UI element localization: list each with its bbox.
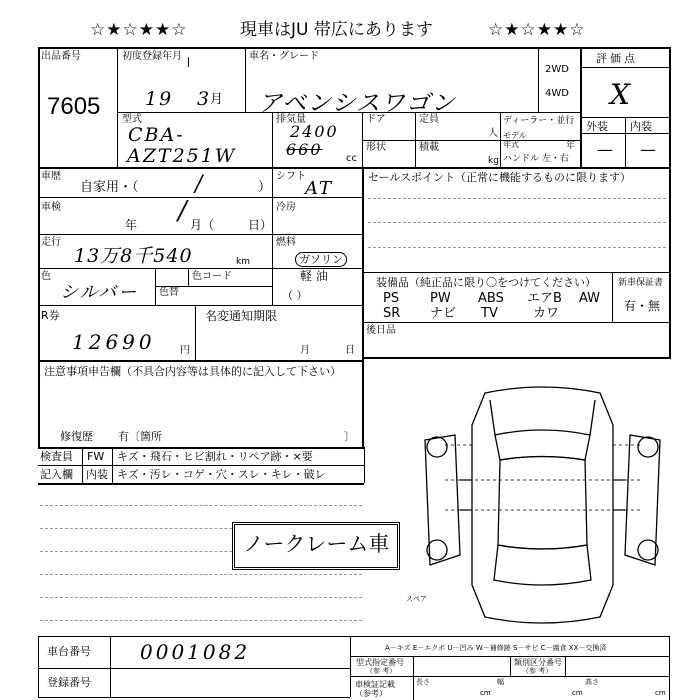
first-reg-year: 19 — [145, 88, 174, 110]
certificate-length: 長さ — [416, 678, 430, 686]
chassis-value: 0001082 — [140, 640, 251, 664]
drive-4wd: 4WD — [545, 88, 569, 99]
shift-value: AT — [305, 178, 334, 199]
inspector-fw-items: キズ・飛石・ヒビ割れ・リペア跡・×要 — [117, 450, 313, 463]
drive-2wd: 2WD — [545, 64, 569, 75]
banner-stars-right: ☆★☆★★☆ — [488, 20, 586, 40]
inspector-int: 内装 — [86, 468, 108, 481]
car-name-value: アベンシスワゴン — [258, 89, 456, 117]
load-label: 積載 — [419, 142, 439, 153]
model-year-label: モデル年式 — [503, 131, 527, 149]
repair-value: 有〔箇所 — [118, 430, 162, 443]
handle-label: ハンドル 左・右 — [503, 154, 569, 164]
recycle-label: R券 — [41, 309, 60, 322]
capacity-label: 定員 — [419, 114, 439, 125]
car-diagram — [415, 385, 670, 625]
first-reg-label: 初度登録年月 — [122, 51, 182, 62]
repair-label: 修復歴 — [60, 430, 93, 443]
banner-stars-left: ☆★☆★★☆ — [90, 20, 188, 40]
inspection-label: 車検 — [41, 202, 61, 213]
rating-value: X — [610, 78, 632, 111]
rating-exterior-label: 外装 — [586, 120, 608, 133]
stamp-text: ノークレーム車 — [243, 532, 390, 556]
dealer-label: ディーラー・並行 — [503, 116, 575, 126]
first-reg-month-unit: 月 — [210, 92, 224, 107]
color-change-label: 色替 — [159, 287, 179, 298]
damage-legend: A－キズ E－エクボ U－凹み W－補修跡 S－サビ C－腐食 XX－交換済 — [385, 644, 607, 652]
certificate-width: 幅 — [497, 678, 504, 686]
name-change-month: 月 — [300, 345, 310, 356]
displacement-label: 排気量 — [276, 114, 306, 125]
certificate-height: 高さ — [585, 678, 599, 686]
equipment-abs: ABS — [478, 291, 504, 306]
history-value: 自家用・（ — [80, 180, 139, 195]
rating-interior-value: — — [640, 140, 656, 159]
notes-label: 注意事項申告欄（不具合内容等は具体的に記入して下さい） — [44, 365, 341, 378]
displacement-unit: cc — [346, 153, 357, 164]
mileage-unit: km — [236, 257, 250, 267]
equipment-label: 装備品（純正品に限り〇をつけてください） — [376, 276, 596, 289]
rating-exterior-value: — — [597, 140, 613, 159]
equipment-pw: PW — [430, 291, 451, 306]
capacity-unit: 人 — [488, 128, 498, 139]
model-year-unit: 年 — [566, 141, 576, 151]
inspection-year: 年 — [125, 218, 138, 232]
name-change-day: 日 — [345, 345, 355, 356]
color-code-label: 色コード — [192, 271, 232, 282]
load-unit: kg — [488, 156, 499, 166]
listing-number: 7605 — [47, 93, 101, 120]
mileage-label: 走行 — [41, 237, 61, 248]
equipment-airbag: エアB — [527, 291, 562, 306]
equipment-leather: カワ — [533, 306, 560, 321]
sales-points-label: セールスポイント（正常に機能するものに限ります） — [368, 171, 632, 184]
model-label: 型式 — [122, 114, 142, 125]
inspector-int-items: キズ・汚レ・コゲ・穴・スレ・キレ・破レ — [117, 468, 326, 481]
model-designation-sub: （参 考） — [366, 667, 397, 675]
repair-close: 〕 — [344, 430, 355, 443]
inspection-month: 月（ — [190, 218, 215, 232]
equipment-sr: SR — [383, 306, 401, 321]
shift-label: シフト — [276, 171, 306, 182]
history-label: 車歴 — [41, 171, 61, 182]
rear-seat-label: 後日品 — [366, 325, 396, 336]
doors-label: ドア — [366, 114, 386, 125]
cooling-label: 冷房 — [276, 202, 296, 213]
history-close: ） — [258, 180, 272, 195]
warranty-value: 有・無 — [624, 299, 661, 313]
name-change-label: 名変通知期限 — [205, 309, 278, 323]
warranty-label: 新車保証書 — [618, 278, 664, 288]
certificate-label: 車検証記載（参考） — [355, 680, 395, 698]
model-designation-label: 型式指定番号 — [356, 658, 404, 667]
recycle-unit: 円 — [180, 345, 190, 356]
rating-interior-label: 内装 — [630, 120, 652, 133]
equipment-ps: PS — [383, 291, 400, 306]
recycle-value: 12690 — [72, 330, 156, 354]
fuel-label: 燃料 — [276, 237, 296, 248]
certificate-length-unit: cm — [480, 689, 491, 697]
equipment-aw: AW — [579, 291, 601, 306]
equipment-navi: ナビ — [430, 306, 457, 321]
inspection-mark: / — [178, 196, 189, 226]
certificate-height-unit: cm — [655, 689, 666, 697]
chassis-label: 車台番号 — [47, 645, 91, 658]
color-value: シルバー — [60, 282, 139, 303]
certificate-width-unit: cm — [572, 689, 583, 697]
displacement-value: 2400 — [290, 122, 339, 141]
rating-label: 評価点 — [596, 52, 638, 65]
fuel-diesel: 軽 油 — [300, 269, 328, 283]
category-sub: （参 考） — [522, 667, 553, 675]
inspector-label1: 検査員 — [40, 450, 73, 463]
inspector-label2: 記入欄 — [40, 468, 73, 481]
car-name-label: 車名・グレード — [249, 51, 319, 62]
first-reg-month: 3 — [197, 88, 212, 110]
model-line1: CBA- — [128, 124, 185, 146]
category-label: 類別区分番号 — [514, 658, 562, 667]
model-line2: AZT251W — [127, 145, 237, 167]
fuel-paren: （ ） — [282, 289, 308, 302]
history-mark: / — [195, 172, 205, 197]
no-claim-stamp — [232, 522, 400, 570]
spare-label: スペア — [406, 595, 427, 603]
color-label: 色 — [41, 271, 51, 282]
reg-number-label: 登録番号 — [47, 676, 91, 689]
listing-label: 出品番号 — [41, 51, 81, 62]
banner-text: 現車はJU 帯広にあります — [240, 20, 433, 40]
equipment-tv: TV — [481, 306, 498, 321]
mileage-value: 13万8千540 — [74, 245, 193, 267]
fuel-gasoline: ガソリン — [295, 252, 347, 267]
inspector-fw: FW — [87, 450, 105, 463]
shape-label: 形状 — [366, 142, 386, 153]
displacement-struck: 660 — [286, 140, 323, 159]
inspection-day: 日） — [248, 218, 273, 232]
